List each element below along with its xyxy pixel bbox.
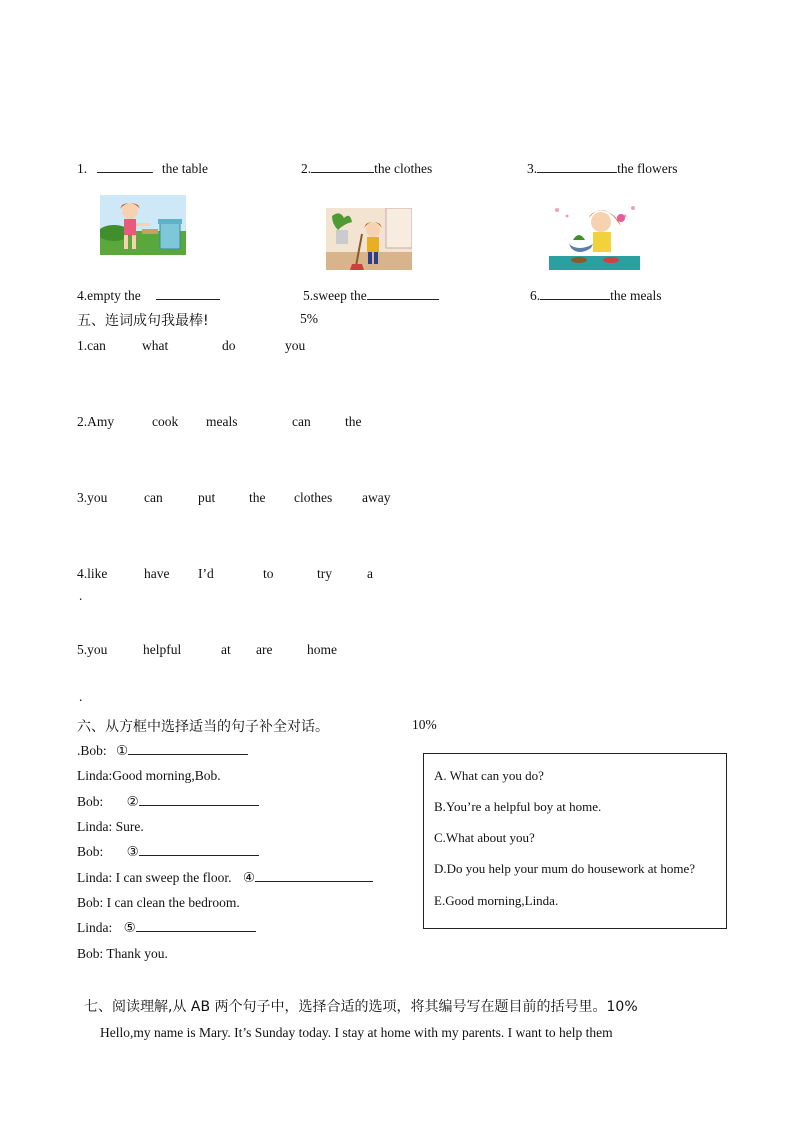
phrase-5-text: 5.sweep the (303, 288, 367, 303)
speaker: Bob: (77, 794, 104, 809)
answer-blank-4[interactable] (255, 869, 373, 882)
word: can (144, 490, 163, 505)
word: at (221, 642, 231, 657)
phrase-2-text: the clothes (374, 161, 433, 176)
dialogue-line-8 (77, 919, 256, 936)
word: are (256, 642, 273, 657)
phrase-6-text: the meals (610, 288, 662, 303)
phrase-2 (301, 160, 432, 177)
phrase-3-text: the flowers (617, 161, 678, 176)
dialogue-line-2: Linda:Good morning,Bob. (77, 768, 221, 783)
circle-number: ④ (242, 870, 255, 885)
answer-blank-1[interactable] (128, 742, 248, 755)
section-5-title: 五、连词成句我最棒! (77, 313, 209, 329)
dialogue-line-1 (77, 742, 248, 759)
phrase-5 (303, 287, 439, 304)
phrase-6 (530, 287, 661, 304)
phrase-1-number: 1. (77, 161, 88, 176)
speaker: Linda: (77, 920, 113, 935)
option-a: A. What can you do? (434, 768, 544, 783)
phrase-6-number: 6. (530, 288, 541, 303)
word: can (292, 414, 311, 429)
option-d: D.Do you help your mum do housework at home? (434, 861, 696, 876)
section-5-percent: 5% (300, 311, 318, 326)
phrase-1-text: the table (161, 161, 208, 176)
dialogue-line-7: Bob: I can clean the bedroom. (77, 895, 240, 910)
phrase-2-number: 2. (301, 161, 312, 176)
word: 3.you (77, 490, 108, 505)
options-box (423, 753, 727, 929)
phrase-4 (77, 287, 220, 304)
phrase-3-blank[interactable] (537, 160, 617, 173)
phrase-1 (77, 160, 208, 177)
word: 2.Amy (77, 414, 115, 429)
word: the (345, 414, 362, 429)
circle-number: ③ (126, 844, 139, 859)
dialogue-line-5 (77, 843, 259, 860)
word: the (249, 490, 266, 505)
word: meals (206, 414, 238, 429)
section-7-title: 七、阅读理解,从 AB 两个句子中，选择合适的选项，将其编号写在题目前的括号里。10% (84, 999, 638, 1015)
phrase-1-blank[interactable] (97, 160, 153, 173)
circle-number: ⑤ (123, 920, 136, 935)
girl-cooking-picture (549, 202, 640, 270)
phrase-4-blank[interactable] (156, 287, 220, 300)
girl-sweeping-picture (326, 208, 412, 270)
dialogue-text: Linda: I can sweep the floor. (77, 870, 232, 885)
word: do (222, 338, 236, 353)
word: have (144, 566, 170, 581)
answer-blank-2[interactable] (139, 793, 259, 806)
word: 5.you (77, 642, 108, 657)
word: a (367, 566, 373, 581)
word: home (307, 642, 337, 657)
reading-passage: Hello,my name is Mary. It’s Sunday today. I stay at home with my parents. I want to help them (100, 1025, 613, 1040)
word: try (317, 566, 332, 581)
word: 4.like (77, 566, 108, 581)
section-6-percent: 10% (412, 717, 437, 732)
word: away (362, 490, 391, 505)
word: to (263, 566, 274, 581)
answer-blank-5[interactable] (136, 919, 256, 932)
speaker: .Bob: (77, 743, 107, 758)
circle-number: ① (116, 743, 129, 758)
option-c: C.What about you? (434, 830, 535, 845)
phrase-5-blank[interactable] (367, 287, 439, 300)
row-mark: . (79, 689, 83, 704)
option-b: B.You’re a helpful boy at home. (434, 799, 602, 814)
word: clothes (294, 490, 333, 505)
word: 1.can (77, 338, 106, 353)
word: put (198, 490, 216, 505)
word: you (285, 338, 306, 353)
phrase-6-blank[interactable] (540, 287, 610, 300)
dialogue-line-3 (77, 793, 259, 810)
section-6-title: 六、从方框中选择适当的句子补全对话。 (77, 719, 329, 735)
dialogue-line-4: Linda: Sure. (77, 819, 144, 834)
phrase-4-text: 4.empty the (77, 288, 141, 303)
row-mark: . (79, 588, 83, 603)
dialogue-line-6 (77, 869, 373, 886)
answer-blank-3[interactable] (139, 843, 259, 856)
word: cook (152, 414, 179, 429)
word: I’d (198, 566, 214, 581)
word: helpful (143, 642, 182, 657)
option-e: E.Good morning,Linda. (434, 893, 559, 908)
phrase-3-number: 3. (527, 161, 538, 176)
speaker: Bob: (77, 844, 104, 859)
phrase-2-blank[interactable] (311, 160, 374, 173)
girl-table-picture (100, 195, 186, 255)
circle-number: ② (126, 794, 139, 809)
phrase-3 (527, 160, 677, 177)
dialogue-line-9: Bob: Thank you. (77, 946, 168, 961)
word: what (142, 338, 169, 353)
